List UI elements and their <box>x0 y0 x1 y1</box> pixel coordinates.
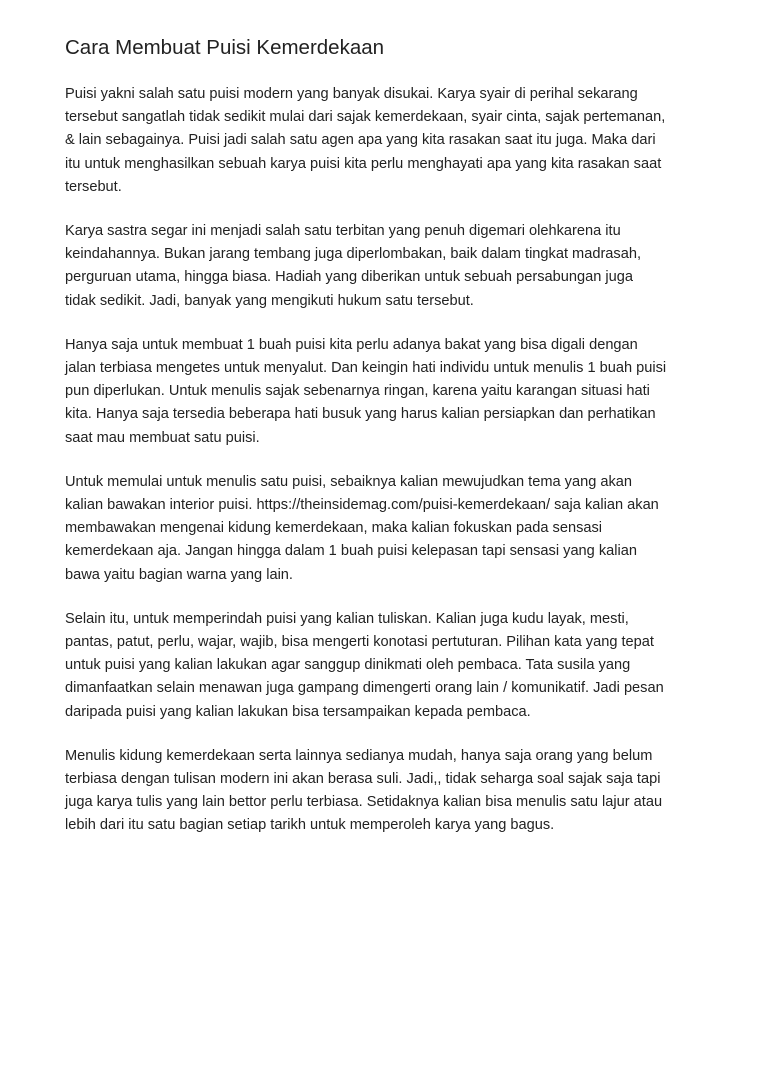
paragraph-5: Selain itu, untuk memperindah puisi yang kalian tuliskan. Kalian juga kudu layak, mesti, pantas, patut, perlu, wajar, wajib, bisa mengerti konotasi pertuturan. Pilihan kata yang tepat untuk puisi yang kalian lakukan agar sanggup dinikmati oleh pembaca. Tata susila yang dimanfaatkan selain menawan juga gampang dimengerti orang lain / komunikatif. Jadi pesan daripada puisi yang kalian lakukan bisa tersampaikan kepada pembaca. <box>65 610 664 720</box>
paragraph-1: Puisi yakni salah satu puisi modern yang banyak disukai. Karya syair di perihal sekarang tersebut sangatlah tidak sedikit mulai dari sajak kemerdekaan, syair cinta, sajak pertemanan, & lain sebagainya. Puisi jadi salah satu agen apa yang kita rasakan saat itu juga. Maka dari itu untuk menghasilkan sebuah karya puisi kita perlu menghayati apa yang kita rasakan saat tersebut. <box>65 86 666 195</box>
paragraph-2: Karya sastra segar ini menjadi salah satu terbitan yang penuh digemari olehkarena itu keindahannya. Bukan jarang tembang juga diperlombakan, baik dalam tingkat madrasah, perguruan utama, hingga biasa. Hadiah yang diberikan untuk sebuah persabungan juga tidak sedikit. Jadi, banyak yang mengikuti hukum satu tersebut. <box>65 223 642 309</box>
document-page <box>65 32 713 859</box>
paragraph-6: Menulis kidung kemerdekaan serta lainnya sedianya mudah, hanya saja orang yang belum terbiasa dengan tulisan modern ini akan berasa suli. Jadi,, tidak seharga soal sajak saja tapi juga karya tulis yang lain bettor perlu terbiasa. Setidaknya kalian bisa menulis satu lajur atau lebih dari itu satu bagian setiap tarikh untuk memperoleh karya yang bagus. <box>65 747 663 834</box>
paragraph-3: Hanya saja untuk membuat 1 buah puisi kita perlu adanya bakat yang bisa digali dengan jalan terbiasa mengetes untuk menyalut. Dan keingin hati individu untuk menulis 1 buah puisi pun diperlukan. Untuk menulis sajak sebenarnya ringan, karena yaitu karangan situasi hati kita. Hanya saja tersedia beberapa hati busuk yang harus kalian persiapkan dan perhatikan saat mau membuat satu puisi. <box>65 336 667 446</box>
paragraph-4: Untuk memulai untuk menulis satu puisi, sebaiknya kalian mewujudkan tema yang akan kalian bawakan interior puisi. https://theinsidemag.com/puisi-kemerdekaan/ saja kalian akan membawakan mengenai kidung kemerdekaan, maka kalian fokuskan pada sensasi kemerdekaan aja. Jangan hingga dalam 1 buah puisi kelepasan tapi sensasi yang kalian bawa yaitu bagian warna yang lain. <box>65 473 659 583</box>
document-title: Cara Membuat Puisi Kemerdekaan <box>65 36 385 59</box>
